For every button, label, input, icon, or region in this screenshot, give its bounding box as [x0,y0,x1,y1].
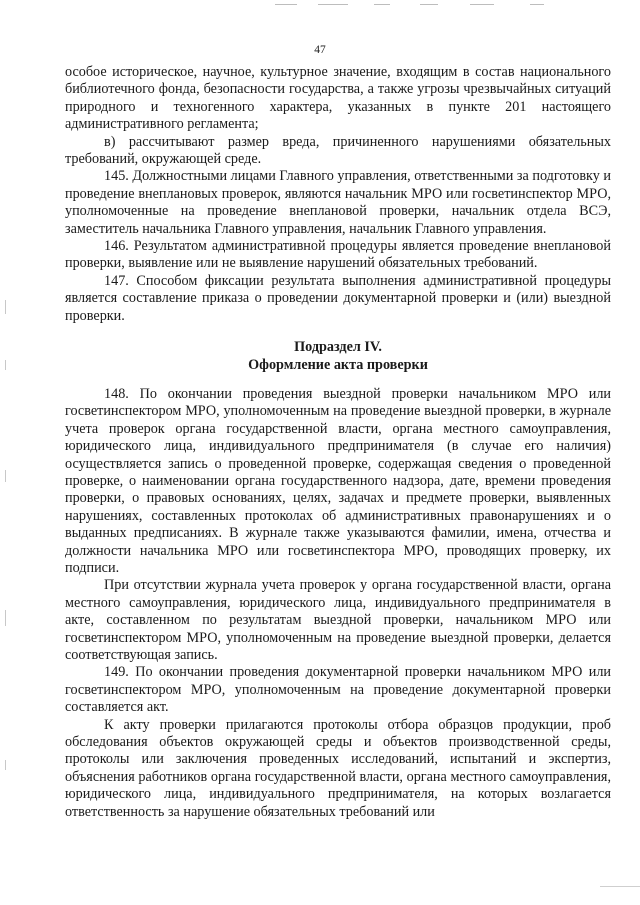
paragraphs-after [65,386,611,821]
scan-top-marks [0,0,640,10]
paragraph-148: 148. По окончании проведения выездной проверки начальником МРО или госветинспектором МРО, уполномоченным на проведение выездной проверки, в журнале учета проверок органа государственной власти, органа местного самоуправления, юридического лица, индивидуального предпринимателя (в случае его наличия) осуществляется запись о проведенной проверке, содержащая сведения о проведенной проверке, о наименовании органа государственного надзора, дате, времени проведения проверки, о правовых основаниях, целях, задачах и предмете проверки, выявленных нарушениях, составленных протоколах об административных правонарушениях и о выданных предписаниях. В журнале также указываются фамилии, имена, отчества и должности начальника МРО или госветинспектора МРО, проводящих проверку, их подписи. [65,385,611,576]
subsection-number: Подраздел IV. [294,339,382,356]
paragraphs-before [65,64,611,325]
paragraph-item-v: в) рассчитывают размер вреда, причиненного нарушениями обязательных требований, окружающей среде. [65,133,611,168]
paragraph-145: 145. Должностными лицами Главного управления, ответственными за подготовку и проведение внеплановых проверок, являются начальник МРО или госветинспектор МРО, уполномоченные на проведение внеплановой проверки, начальник отдела ВСЭ, заместитель начальника Главного управления, начальник Главного управления. [65,168,611,237]
paragraph-continuation: особое историческое, научное, культурное значение, входящим в состав национального библиотечного фонда, безопасности государства, а также угрозы чрезвычайных ситуаций природного и техногенного характера, указанных в пункте 201 настоящего административного регламента; [65,64,611,133]
paragraph-no-journal: При отсутствии журнала учета проверок у органа государственной власти, органа местного самоуправления, юридического лица, индивидуального предпринимателя в акте, составленном по результатам выездной проверки, начальником МРО или госветинспектором МРО, уполномоченным на проведение выездной проверки, делается соответствующая запись. [65,577,611,663]
section-heading [65,339,611,374]
paragraph-149: 149. По окончании проведения документарной проверки начальником МРО или госветинспектором МРО, уполномоченным на проведение документарной проверки составляется акт. [65,664,611,716]
paragraph-146: 146. Результатом административной процедуры является проведение внеплановой проверки, выявление или не выявление нарушений обязательных требований. [65,238,611,272]
paragraph-147: 147. Способом фиксации результата выполнения административной процедуры является составление приказа о проведении документарной проверки и (или) выездной проверки. [65,272,611,324]
paragraph-attachments: К акту проверки прилагаются протоколы отбора образцов продукции, проб обследования объектов окружающей среды и объектов производственной среды, протоколы или заключения проведенных исследований, испытаний и экспертиз, объяснения работников органа государственной власти, органа местного самоуправления, юридического лица, индивидуального предпринимателя, на которых возлагается ответственность за нарушение обязательных требований или [65,716,611,820]
subsection-title: Оформление акта проверки [248,356,428,373]
page-number: 47 [314,44,326,56]
document-body [65,64,611,821]
scan-bottom-mark [600,886,640,887]
